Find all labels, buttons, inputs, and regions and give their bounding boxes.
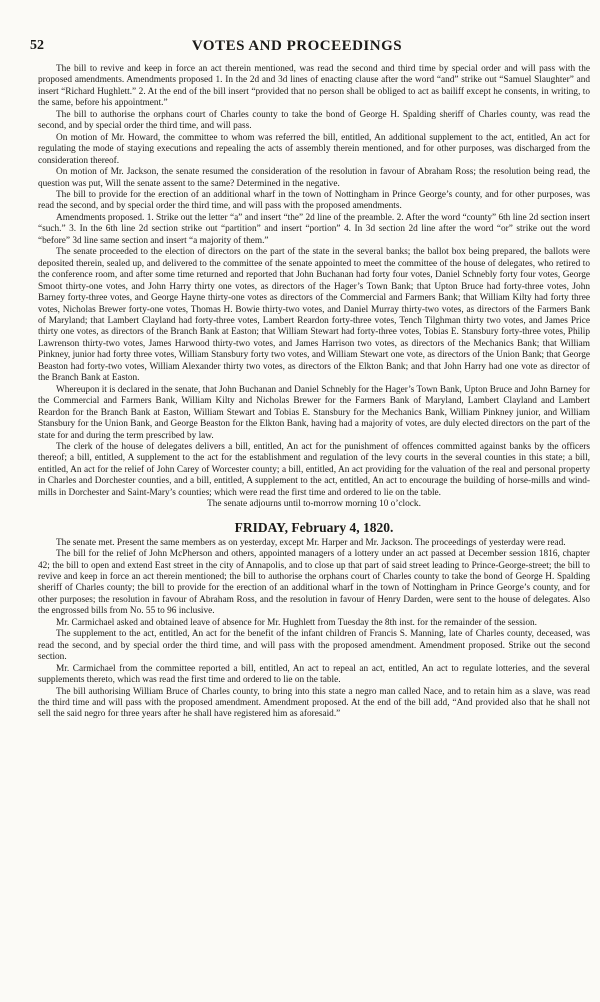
paragraph: Mr. Carmichael asked and obtained leave of absence for Mr. Hughlett from Tuesday the 8th inst. for the remainder of the session. (56, 617, 537, 628)
paragraph: The bill for the relief of John McPherson and others, appointed managers of a lottery under an act passed at December session 1816, chapter 42; the bill to open and extend East street in the city of Annapolis, and to close up that part of said street leading to Prince-George-street; the bill to revive and keep in force an act therein mentioned; the bill to authorise the orphans court of Charles county to take the bond of George H. Spalding sheriff of Charles county; the bill to provide for the erection of an additional wharf in the town of Nottingham in Prince George’s county, and for other purposes; the resolution in favour of Abraham Ross, and the resolution in favour of Henry Darden, were sent to the house of delegates. Also the engrossed bills from No. 55 to 96 inclusive. (38, 549, 590, 617)
adjournment-line: The senate adjourns until to-morrow morning 10 o’clock. (207, 499, 421, 510)
day-heading: FRIDAY, February 4, 1820. (234, 519, 394, 535)
paragraph: The bill to revive and keep in force an act therein mentioned, was read the second and third time by special order and will pass with the proposed amendments. Amendments proposed 1. In the 2d and 3d lines of enacting clause after the word “and” strike out “Samuel Slaughter” and insert “Richard Hughlett.” 2. At the end of the bill insert “provided that no person shall be obliged to act as bailiff except he consents, in writing, to the same, before his appointment.” (38, 64, 590, 109)
page-header (30, 38, 564, 60)
paragraph: The senate proceeded to the election of directors on the part of the state in the several banks; the ballot box being prepared, the ballots were deposited therein, sealed up, and delivered to the committee of the senate appointed to meet the committee of the house of delegates, who retired to the conference room, and after some time returned and reported that John Buchanan had forty four votes, Daniel Schnebly forty four votes, George Smoot thirty-one votes, and John Harry thirty one votes, as directors of the Hager’s Town Bank; that Upton Bruce had forty-three votes, John Barney forty-three votes, and George Hayne thirty-one votes as directors of the Commercial and Farmers Bank; that William Kilty had forty three votes, Nicholas Brewer forty-one votes, Thomas H. Bowie thirty-two votes, and Daniel Murray thirty-two votes, as directors of the Farmers Bank of Maryland; that Lambert Clayland had forty-three votes, Lambert Reardon forty-three votes, Tench Tilghman thirty two votes, and James Price thirty one votes, as directors of the Branch Bank at Easton; that William Stewart had forty-three votes, Tobias E. Stansbury forty-three votes, Philip Lawrenson thirty-two votes, James Harwood thirty-two votes, and James Harrison two votes, as directors of the Mechanics Bank; that William Pinkney, junior had forty three votes, William Stansbury forty two votes, and William Stewart one vote, as directors of the Union Bank; that George Beaston had forty-two votes, William Alexander thirty two votes, as directors of the Elkton Bank; and that John Harry had one vote as director of the Branch Bank at Easton. (38, 247, 590, 384)
paragraph: Amendments proposed. 1. Strike out the letter “a” and insert “the” 2d line of the preamble. 2. After the word “county” 6th line 2d section insert “such.” 3. In the 6th line 2d section strike out “partition” and insert “portion” 4. In 3d section 2d line after the word “or” strike out the word “before” 3d line same section and insert “a majority of them.” (38, 212, 590, 246)
page-title: VOTES AND PROCEEDINGS (191, 38, 403, 54)
paragraph: The supplement to the act, entitled, An act for the benefit of the infant children of Francis S. Manning, late of Charles county, deceased, was read the second, and by special order the third time, and will pass with the proposed amendment. Amendment proposed. Strike out the second section. (38, 629, 590, 663)
paragraph: On motion of Mr. Howard, the committee to whom was referred the bill, entitled, An additional supplement to the act, entitled, An act for regulating the mode of staying executions and repealing the acts of assembly therein mentioned, and for other purposes, was discharged from the consideration thereof. (38, 132, 590, 166)
paragraph: The senate met. Present the same members as on yesterday, except Mr. Harper and Mr. Jackson. The proceedings of yesterday were read. (56, 537, 566, 548)
paragraph: The bill to provide for the erection of an additional wharf in the town of Nottingham in Prince George’s county, and for other purposes, was read the second, and by special order the third time, and will pass with the proposed amendments. (38, 189, 590, 212)
paragraph: The bill authorising William Bruce of Charles county, to bring into this state a negro man called Nace, and to retain him as a slave, was read the third time and will pass with the proposed amendment. Amendment proposed. At the end of the bill add, “And provided also that he shall not sell the said negro for three years after he shall have registered him as aforesaid.” (38, 686, 590, 720)
paragraph: The clerk of the house of delegates delivers a bill, entitled, An act for the punishment of offences committed against banks by the officers thereof; a bill, entitled, A supplement to the act for the establishment and regulation of the levy courts in the several counties in this state; a bill, entitled, An act for the relief of John Carey of Worcester county; a bill, entitled, An act providing for the valuation of the real and personal property in Charles and Dorchester counties, and a bill, entitled, A supplement to the act, entitled, An act to encourage the building of horse-mills and wind-mills in Dorchester and Saint-Mary’s counties; which were read the first time and ordered to lie on the table. (38, 441, 590, 498)
document-body (38, 64, 590, 721)
paragraph: Whereupon it is declared in the senate, that John Buchanan and Daniel Schnebly for the Hager’s Town Bank, Upton Bruce and John Barney for the Commercial and Farmers Bank, William Kilty and Nicholas Brewer for the Farmers Bank of Maryland, Lambert Clayland and Lambert Reardon for the Branch Bank at Easton, William Stewart and Tobias E. Stansbury for the Mechanics Bank, William Pinkney junior, and William Stansbury for the Union Bank, and George Beaston for the Elkton Bank, having had a majority of votes, are duly elected directors on the part of the state for and during the term prescribed by law. (38, 384, 590, 441)
paragraph: The bill to authorise the orphans court of Charles county to take the bond of George H. Spalding sheriff of Charles county, was read the second, and by special order the third time, and will pass. (38, 109, 590, 132)
paragraph: Mr. Carmichael from the committee reported a bill, entitled, An act to repeal an act, entitled, An act to regulate lotteries, and the several supplements thereto, which was read the first time and ordered to lie on the table. (38, 663, 590, 686)
page-number: 52 (30, 38, 44, 53)
paragraph: On motion of Mr. Jackson, the senate resumed the consideration of the resolution in favour of Abraham Ross; the resolution being read, the question was put, Will the senate assent to the same? Determined in the negative. (38, 167, 590, 189)
